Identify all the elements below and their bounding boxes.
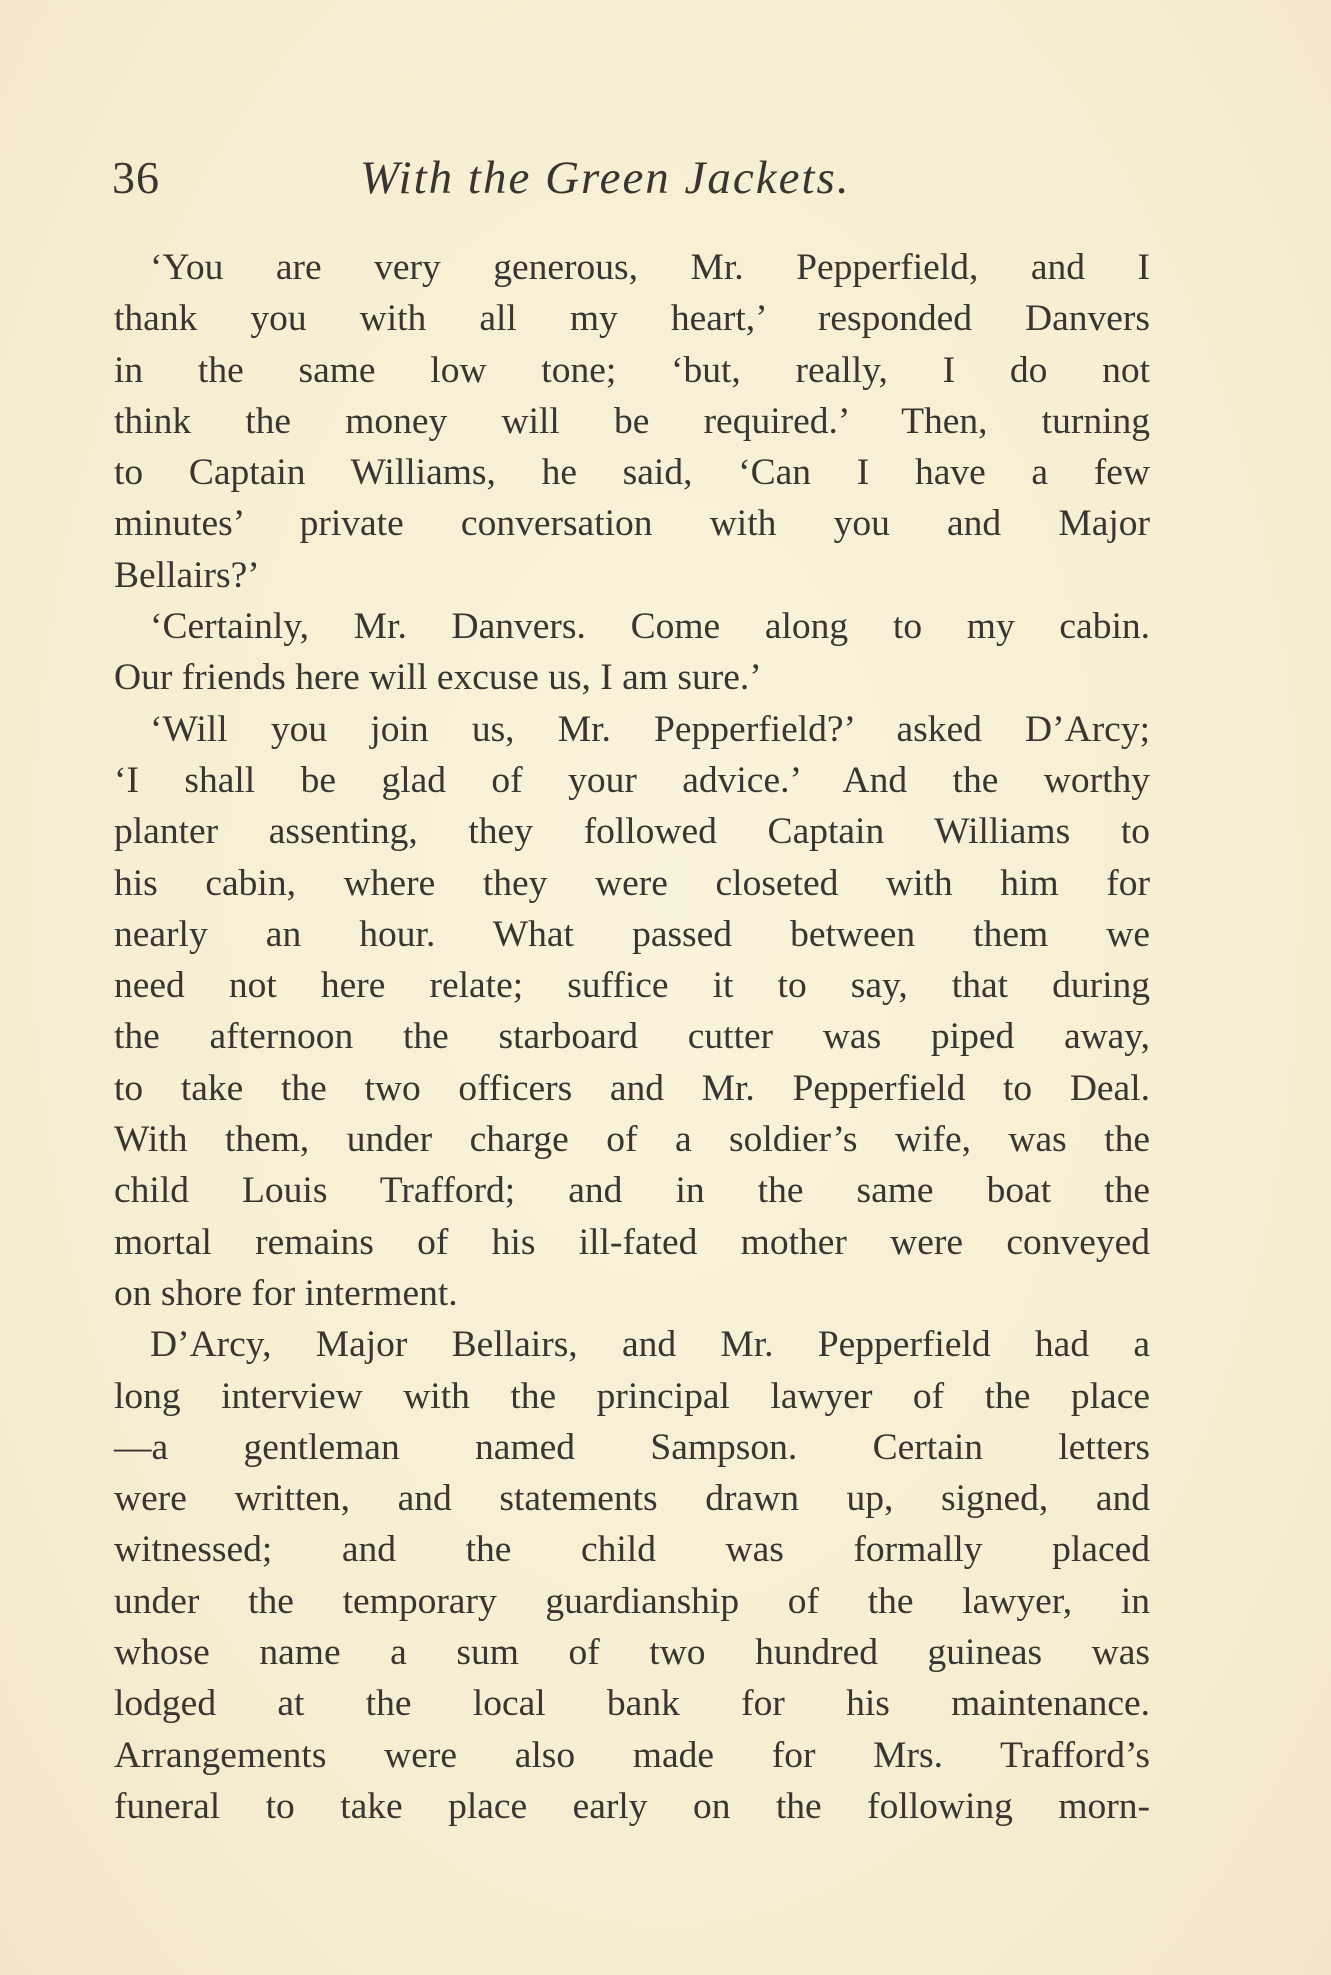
text-line: on shore for interment. (114, 1272, 458, 1314)
text-line: child Louis Trafford; and in the same boat the (114, 1170, 1150, 1212)
text-line: ‘You are very generous, Mr. Pepperfield, and I (150, 247, 1150, 288)
page-header (112, 148, 1152, 208)
text-line: long interview with the principal lawyer of the place (114, 1375, 1150, 1417)
text-line: minutes’ private conversation with you and Major (114, 503, 1150, 545)
text-line: Bellairs?’ (114, 554, 260, 596)
text-line: were written, and statements drawn up, signed, and (114, 1478, 1150, 1520)
text-line: think the money will be required.’ Then, turning (114, 400, 1150, 442)
text-line: in the same low tone; ‘but, really, I do not (114, 349, 1150, 391)
running-head: With the Green Jackets. (360, 152, 851, 204)
text-line: to take the two officers and Mr. Pepperfield to Deal. (114, 1067, 1150, 1109)
text-line: nearly an hour. What passed between them we (114, 913, 1150, 955)
body-text (114, 242, 1150, 1832)
text-line: —a gentleman named Sampson. Certain letters (114, 1426, 1150, 1468)
text-line: under the temporary guardianship of the lawyer, in (114, 1580, 1150, 1622)
text-line: With them, under charge of a soldier’s wife, was the (114, 1119, 1150, 1161)
text-line: need not here relate; suffice it to say, that during (114, 965, 1150, 1007)
text-line: Our friends here will excuse us, I am sure.’ (114, 657, 762, 699)
text-line: mortal remains of his ill-fated mother were conveyed (114, 1221, 1150, 1263)
text-line: D’Arcy, Major Bellairs, and Mr. Pepperfield had a (150, 1324, 1150, 1366)
text-line: planter assenting, they followed Captain Williams to (114, 811, 1150, 853)
text-line: ‘Certainly, Mr. Danvers. Come along to my cabin. (150, 606, 1150, 648)
page-number: 36 (112, 152, 160, 203)
text-line: to Captain Williams, he said, ‘Can I have a few (114, 452, 1150, 494)
text-line: the afternoon the starboard cutter was piped away, (114, 1016, 1150, 1058)
text-line: whose name a sum of two hundred guineas was (114, 1632, 1150, 1674)
text-line: ‘Will you join us, Mr. Pepperfield?’ asked D’Arcy; (150, 708, 1150, 750)
text-line: Arrangements were also made for Mrs. Trafford’s (114, 1734, 1150, 1776)
text-line: funeral to take place early on the following morn- (114, 1785, 1150, 1827)
text-line: lodged at the local bank for his maintenance. (114, 1683, 1150, 1725)
text-line: his cabin, where they were closeted with him for (114, 862, 1150, 904)
text-line: witnessed; and the child was formally placed (114, 1529, 1150, 1571)
text-line: ‘I shall be glad of your advice.’ And the worthy (114, 759, 1150, 801)
text-line: thank you with all my heart,’ responded Danvers (114, 298, 1150, 340)
